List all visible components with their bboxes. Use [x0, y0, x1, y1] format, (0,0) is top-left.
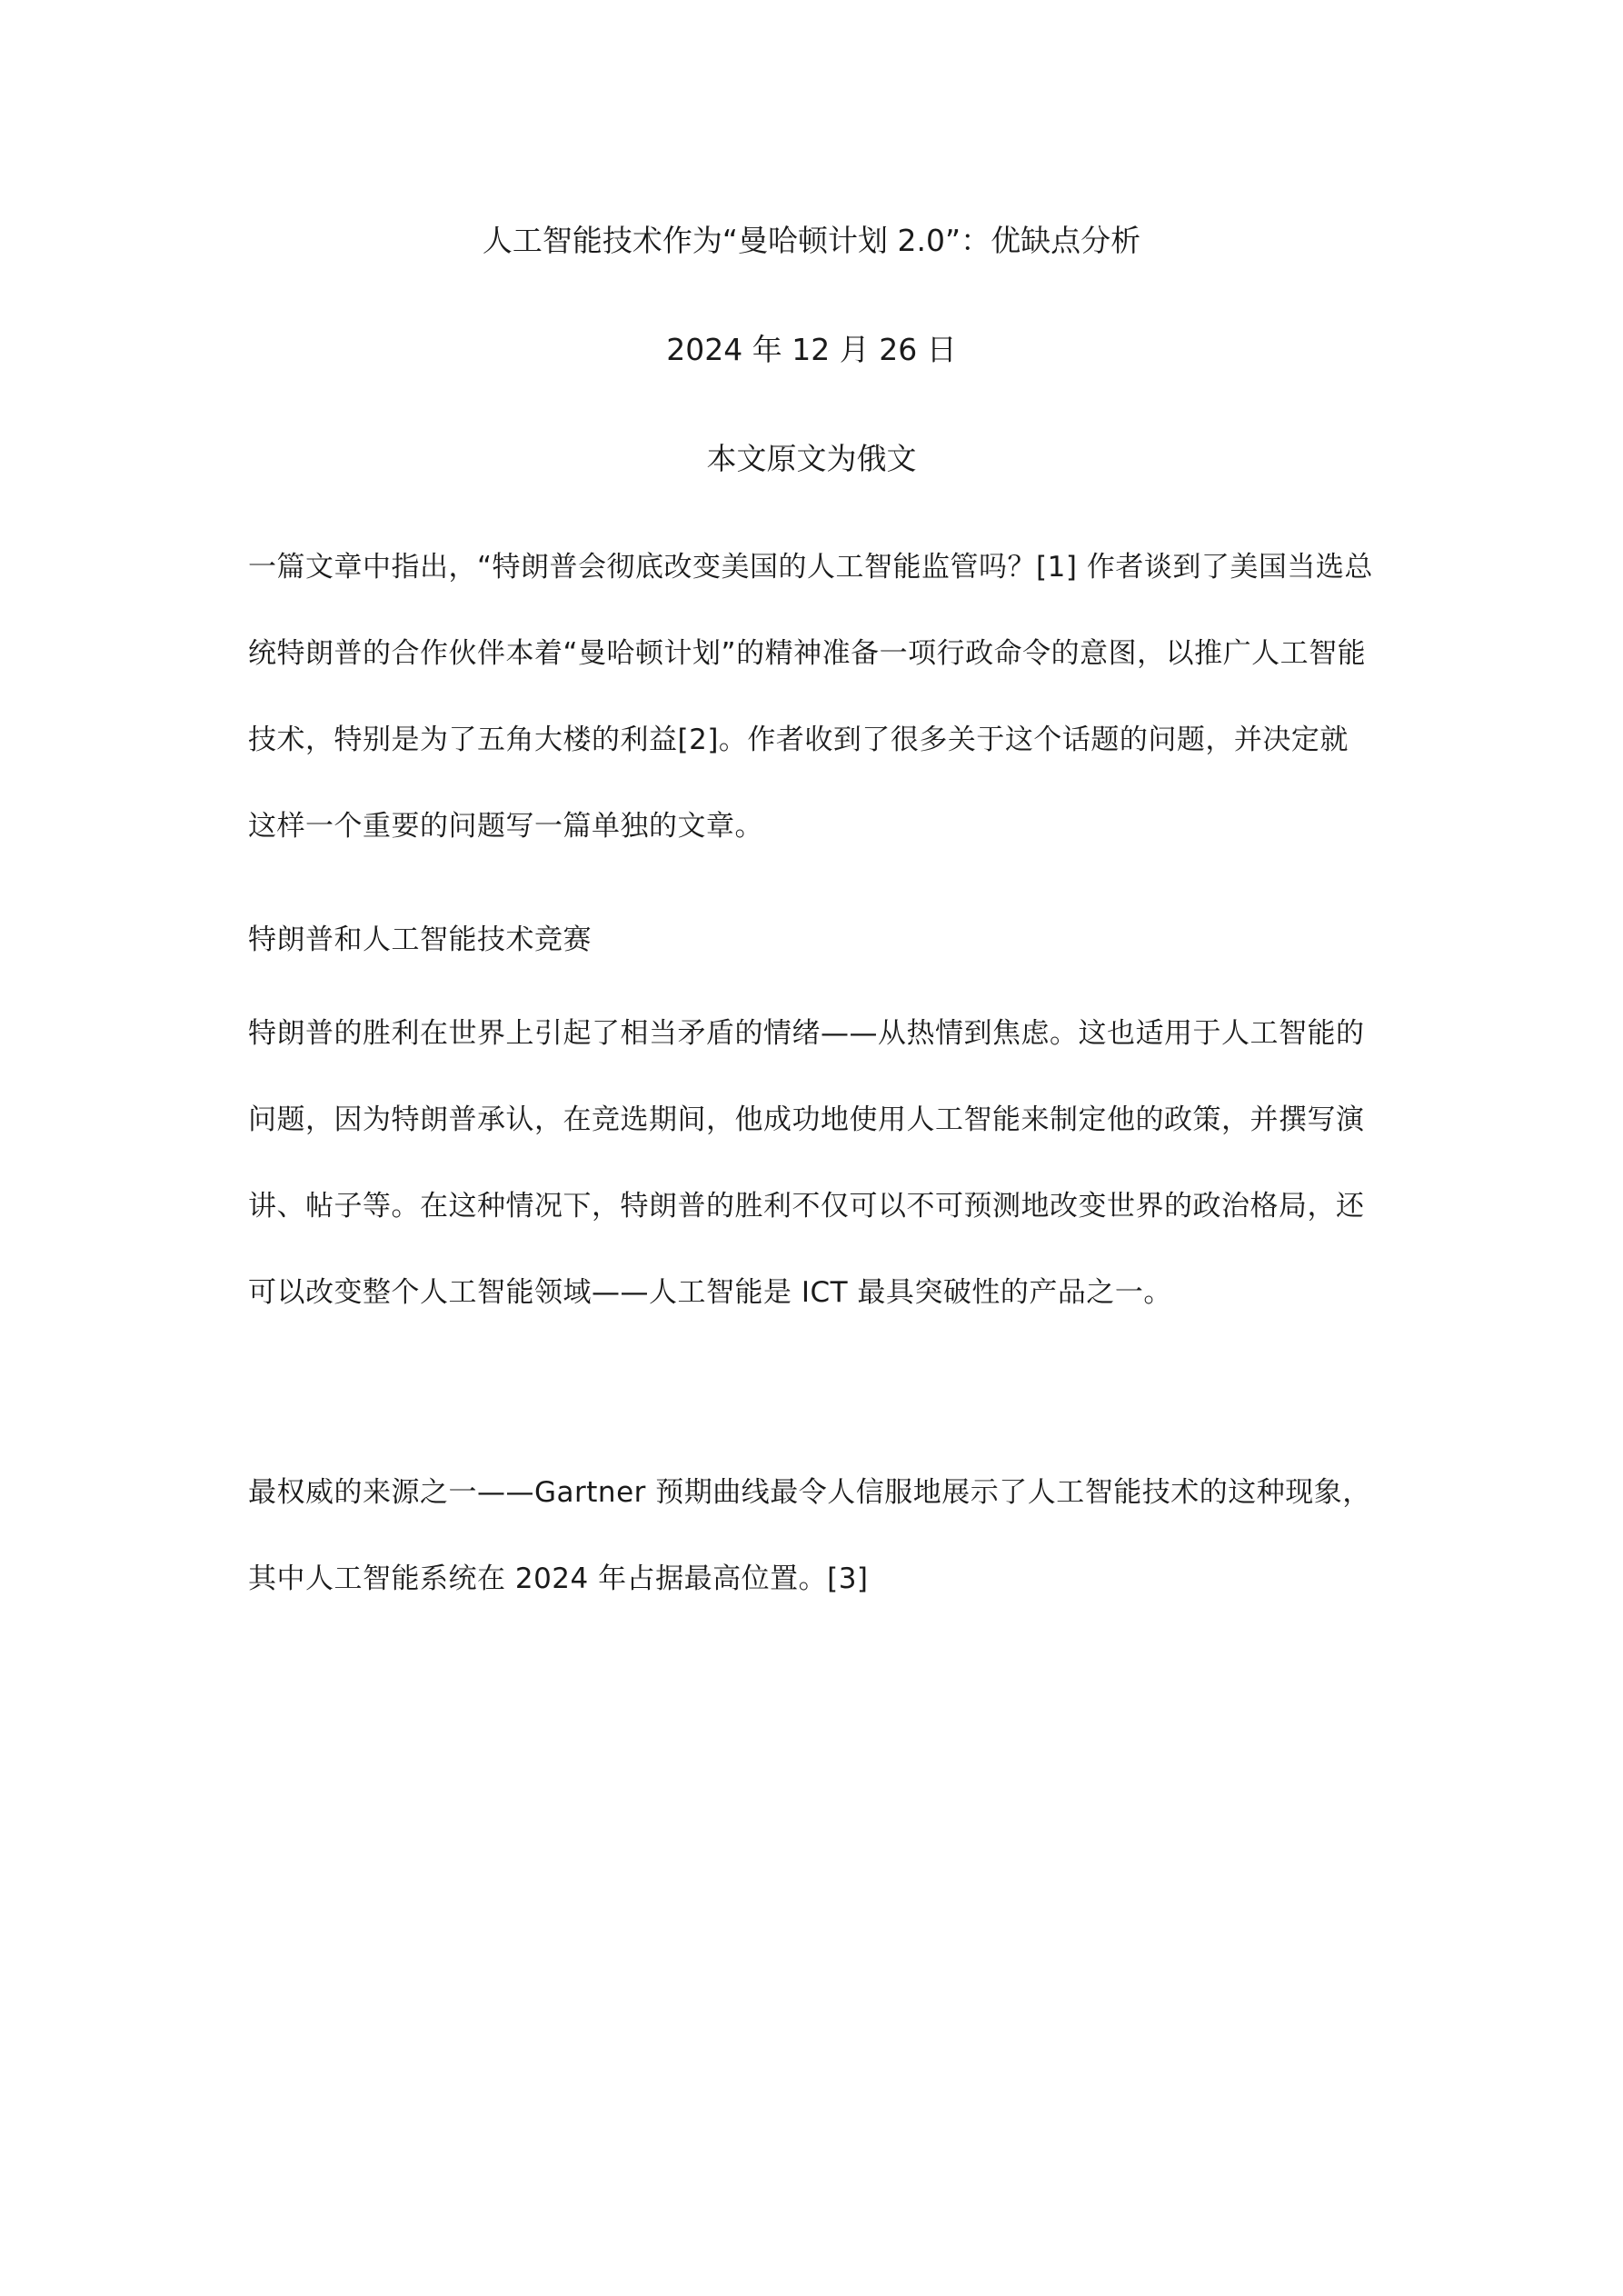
paragraph-text: 一篇文章中指出，“特朗普会彻底改变美国的人工智能监管吗？[1] 作者谈到了美国当选总统特朗普的合作伙伴本着“曼哈顿计划”的精神准备一项行政命令的意图，以推广人工智能技术，特别是为了五角大楼的利益[2]。作者收到了很多关于这个话题的问题，并决定就这样一个重要的问题写一篇单独的文章。: [248, 551, 1373, 843]
paragraph-gartner: [248, 1450, 1375, 1622]
original-language-note: 本文原文为俄文: [706, 441, 917, 476]
section-heading: [248, 897, 1375, 983]
document-date: 2024 年 12 月 26 日: [666, 332, 957, 367]
paragraph-text: 最权威的来源之一——Gartner 预期曲线最令人信服地展示了人工智能技术的这种现象，其中人工智能系统在 2024 年占据最高位置。[3]: [248, 1476, 1371, 1595]
paragraph-intro: [248, 524, 1375, 870]
paragraph-text: 特朗普的胜利在世界上引起了相当矛盾的情绪——从热情到焦虑。这也适用于人工智能的问题，因为特朗普承认，在竞选期间，他成功地使用人工智能来制定他的政策，并撰写演讲、帖子等。在这种情况下，特朗普的胜利不仅可以不可预测地改变世界的政治格局，还可以改变整个人工智能领域——人工智能是 ICT 最具突破性的产品之一。: [248, 1017, 1365, 1309]
document-title: 人工智能技术作为“曼哈顿计划 2.0”：优缺点分析: [482, 223, 1141, 258]
section-heading-text: 特朗普和人工智能技术竞赛: [248, 923, 592, 956]
paragraph-trump-ai: [248, 991, 1375, 1336]
